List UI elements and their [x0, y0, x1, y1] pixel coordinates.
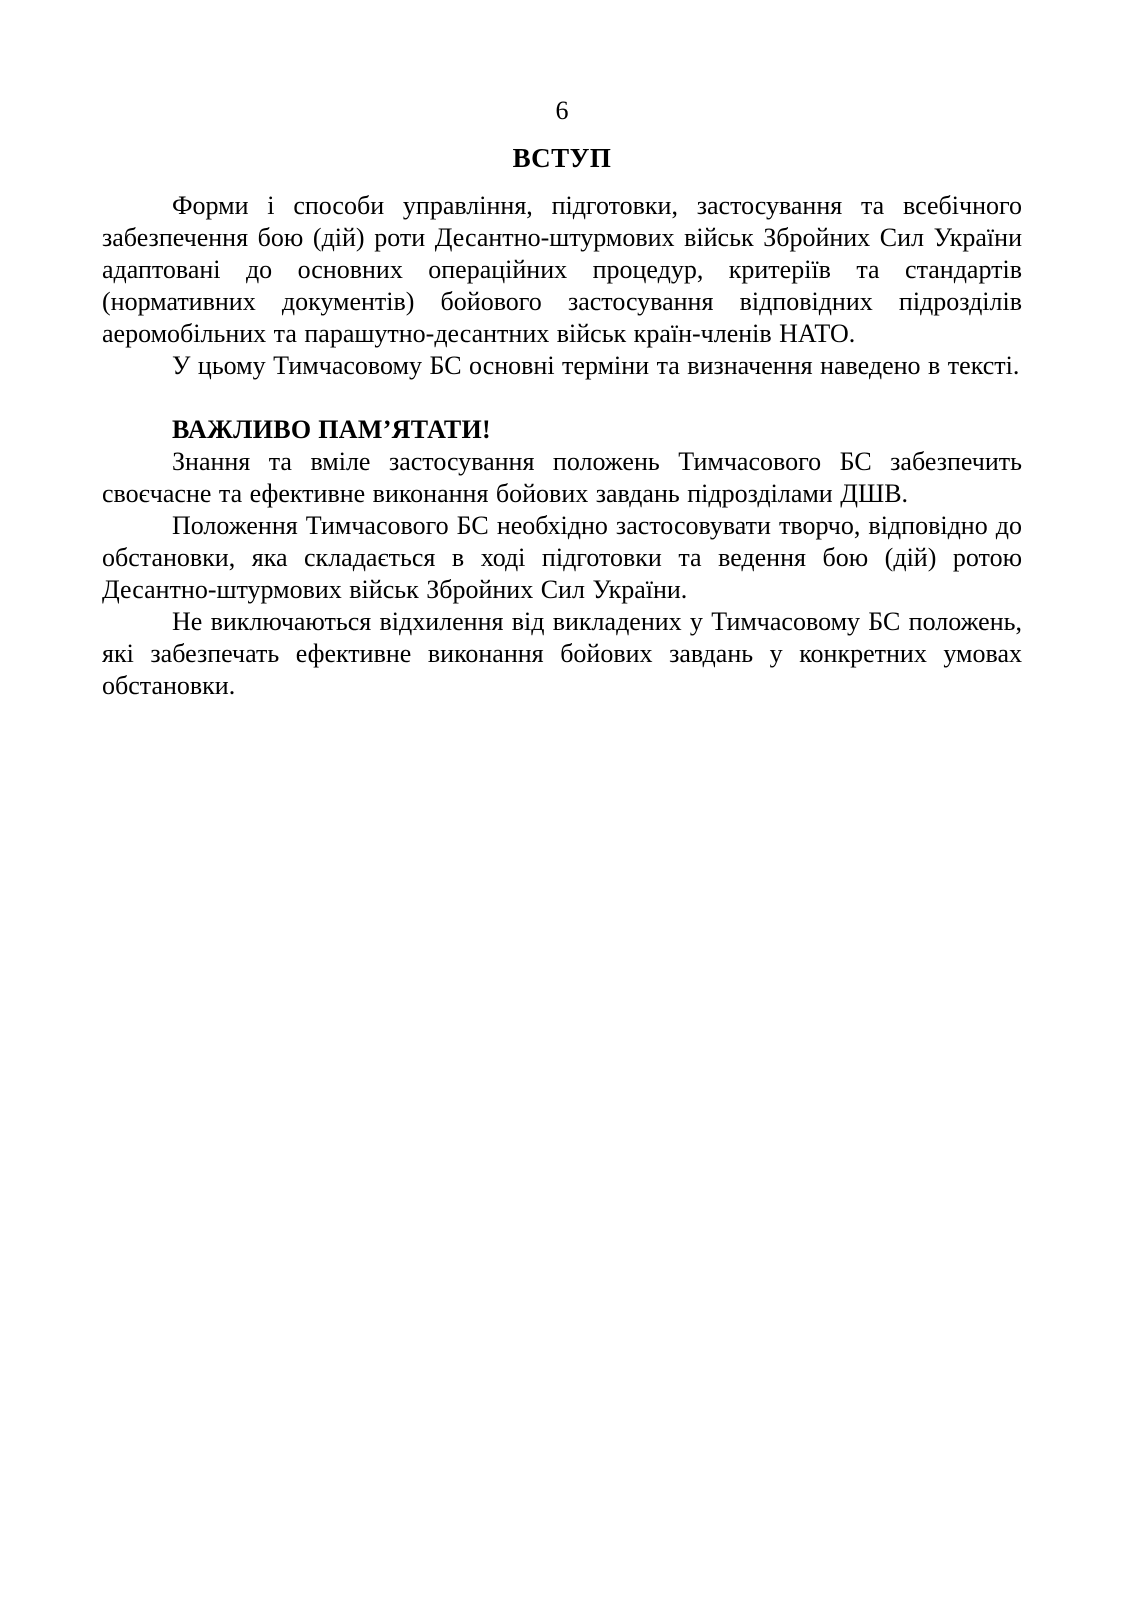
- important-paragraph-2: Положення Тимчасового БС необхідно застосовувати творчо, відповідно до обстановки, яка складається в ході підготовки та ведення бою (дій) ротою Десантно-штурмових військ Збройних Сил України.: [102, 511, 1022, 604]
- intro-paragraph-1: Форми і способи управління, підготовки, застосування та всебічного забезпечення бою (дій) роти Десантно-штурмових військ Збройних Сил України адаптовані до основних операційних процедур, критеріїв та стандартів (нормативних документів) бойового застосування відповідних підрозділів аеромобільних та парашутно-десантних військ країн-членів НАТО.: [102, 191, 1022, 348]
- page-number: 6: [555, 96, 569, 125]
- important-paragraph-1: Знання та вміле застосування положень Тимчасового БС забезпечить своєчасне та ефективне виконання бойових завдань підрозділами ДШВ.: [102, 447, 1022, 508]
- important-heading: ВАЖЛИВО ПАМ’ЯТАТИ!: [172, 415, 491, 444]
- section-gap: [102, 382, 1022, 414]
- page-title: ВСТУП: [512, 143, 612, 173]
- intro-paragraph-2: У цьому Тимчасовому БС основні терміни та визначення наведено в тексті.: [172, 351, 1020, 380]
- text-column: [102, 96, 1022, 702]
- important-paragraph-3: Не виключаються відхилення від викладених у Тимчасовому БС положень, які забезпечать ефективне виконання бойових завдань у конкретних умовах обстановки.: [102, 607, 1022, 700]
